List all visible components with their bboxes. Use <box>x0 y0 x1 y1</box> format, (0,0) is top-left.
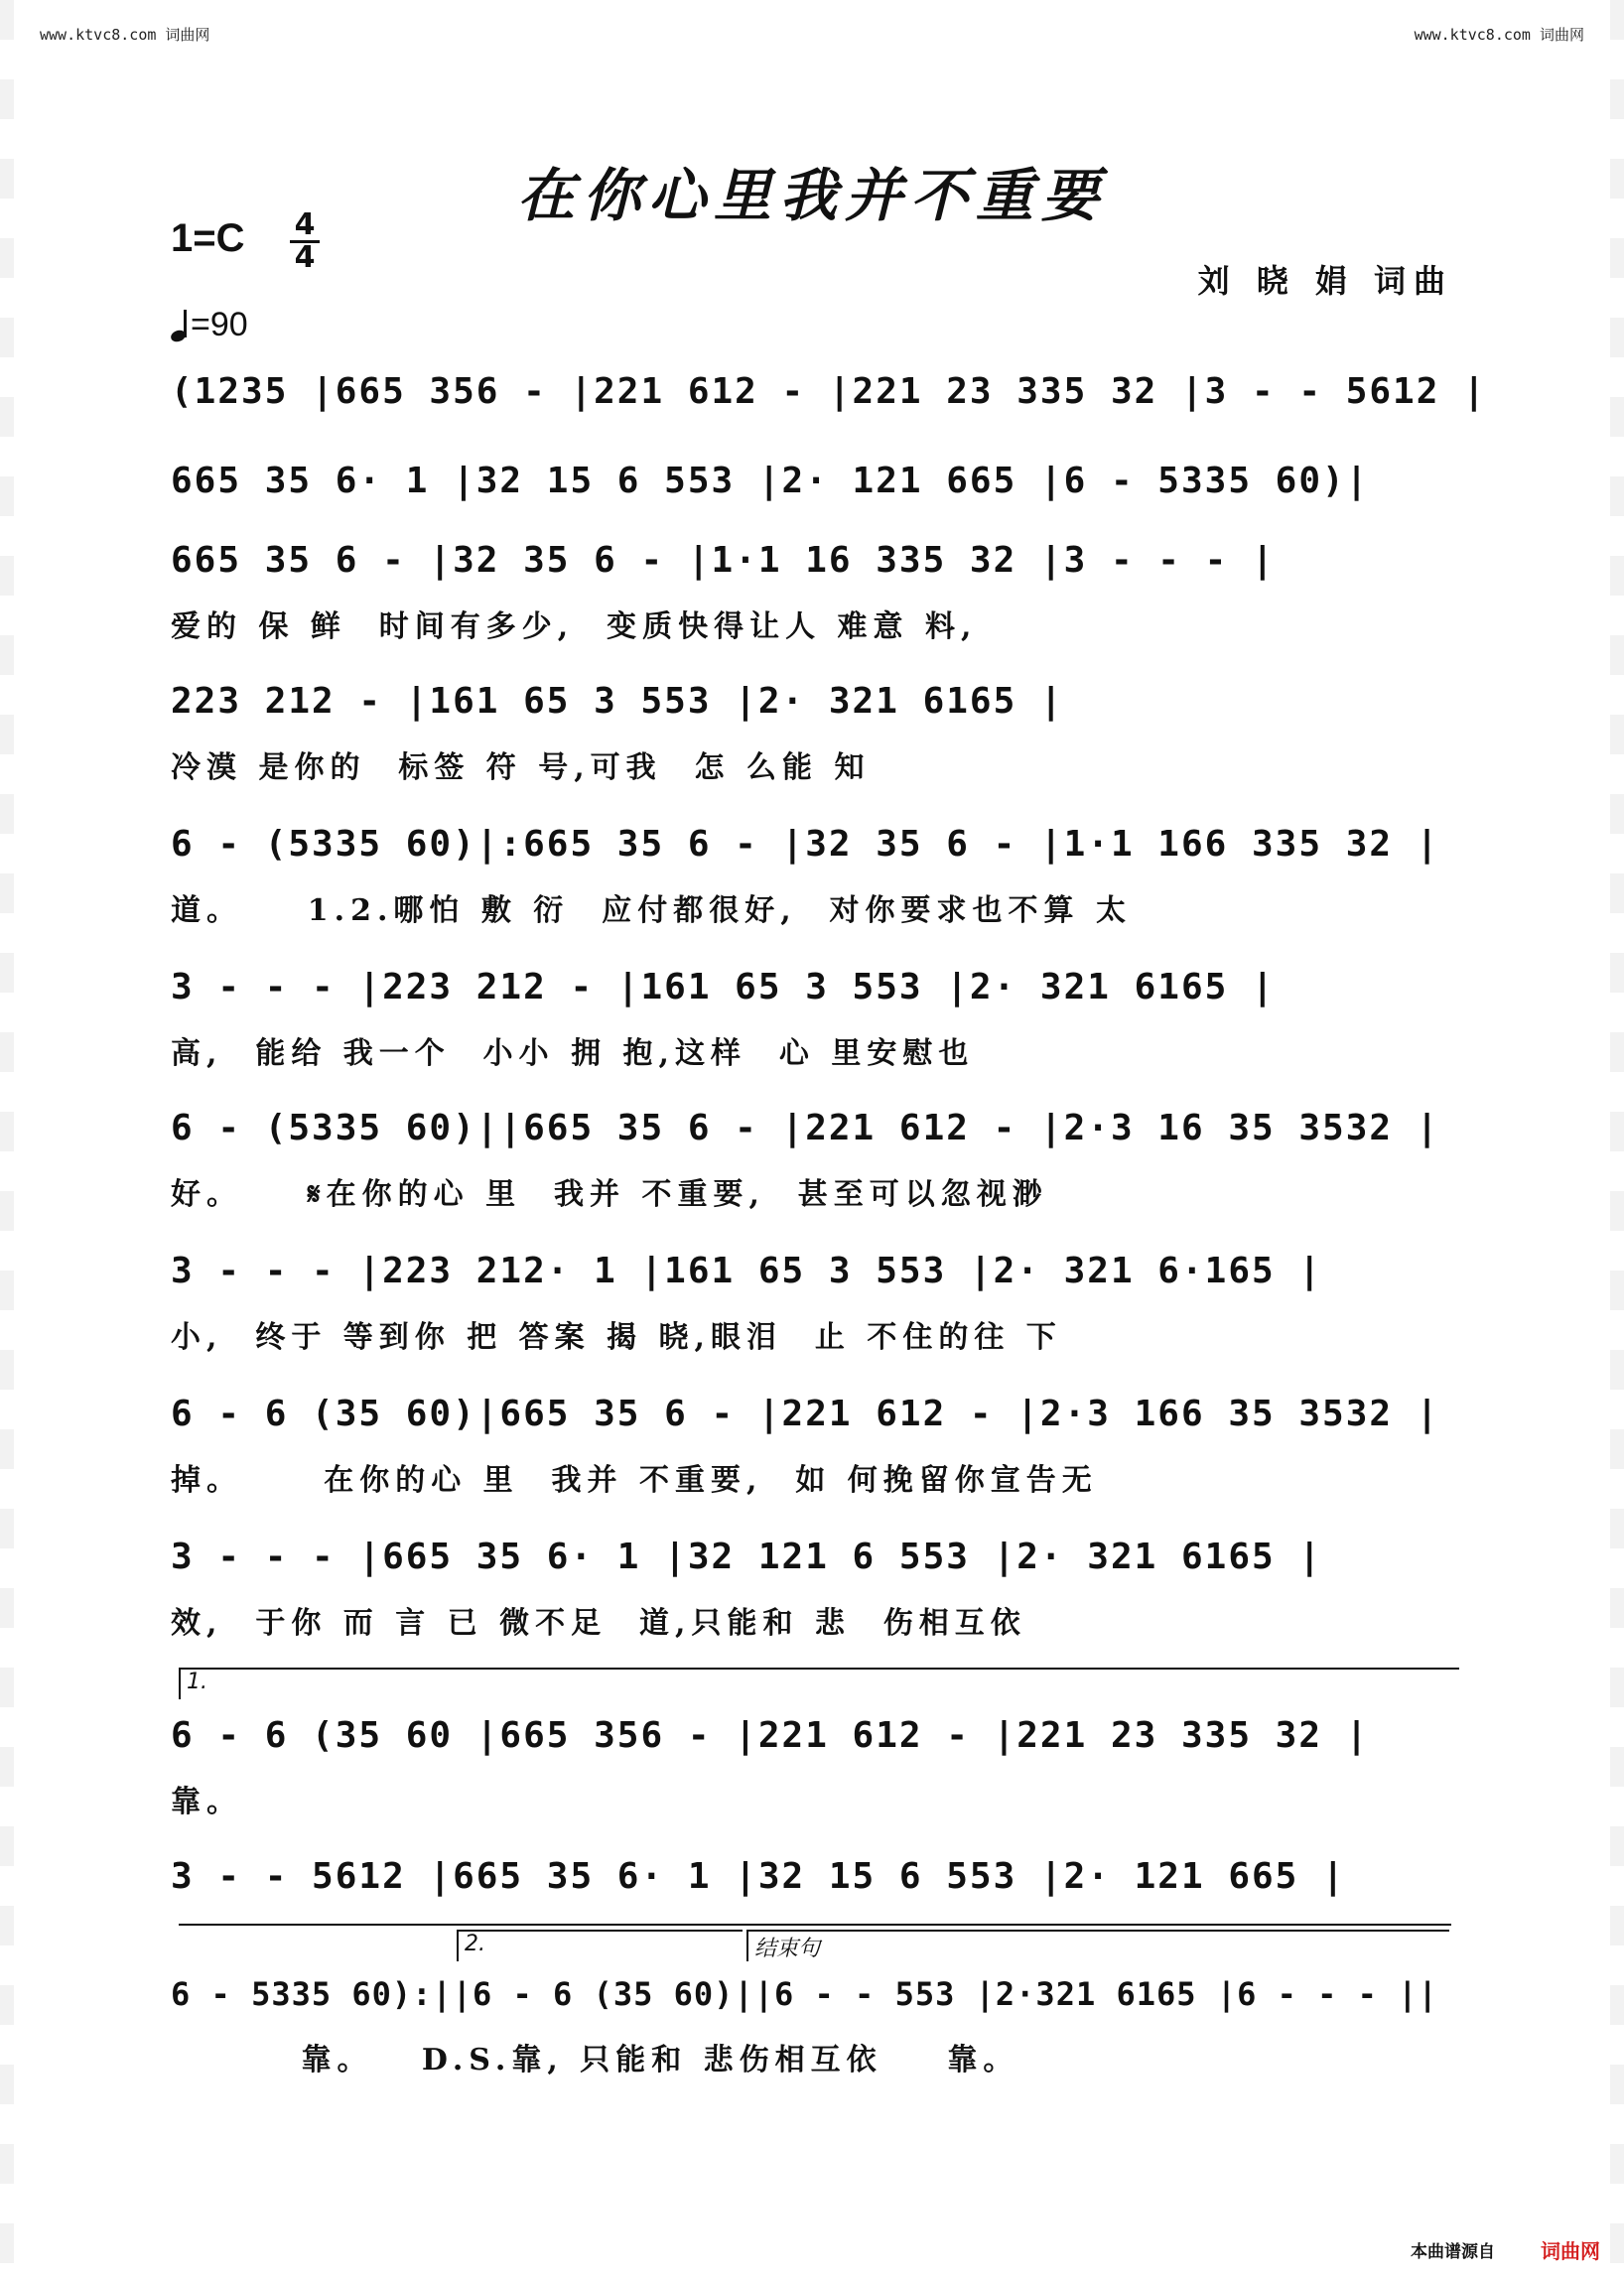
volta-first-label: 1. <box>187 1670 207 1694</box>
music-line: 223 212 - |161 65 3 553 |2· 321 6165 | <box>171 681 1064 722</box>
time-signature <box>290 207 320 275</box>
system-12 <box>171 1852 1453 1912</box>
lyrics-line: 道。 1.2.哪怕 敷 衍 应付都很好, 对你要求也不算 太 <box>171 893 1132 928</box>
key-signature: 1=C <box>171 216 245 260</box>
time-signature-top: 4 <box>290 210 320 243</box>
volta-second-ending <box>457 1930 743 1961</box>
system-8 <box>171 1247 1453 1366</box>
system-1 <box>171 367 1487 427</box>
lyrics-line: 小, 终于 等到你 把 答案 揭 晓,眼泪 止 不住的往 下 <box>171 1320 1062 1355</box>
system-2 <box>171 457 1453 516</box>
system-11 <box>171 1711 1453 1830</box>
music-line: 3 - - - |665 35 6· 1 |32 121 6 553 |2· 321 6165 | <box>171 1537 1323 1577</box>
system-10 <box>171 1533 1453 1652</box>
right-border-strip <box>1610 0 1624 2278</box>
quarter-note-icon <box>171 310 191 343</box>
lyrics-line: 效, 于你 而 言 已 微不足 道,只能和 悲 伤相互依 <box>171 1606 1026 1641</box>
left-border-strip <box>0 0 14 2278</box>
volta-first-ending <box>179 1668 1459 1699</box>
author-credit: 刘 晓 娟 词曲 <box>1197 262 1453 300</box>
site-url-right: www.ktvc8.com 词曲网 <box>1414 26 1584 44</box>
song-title: 在你心里我并不重要 <box>516 162 1107 229</box>
music-line: 6 - 6 (35 60)|665 35 6 - |221 612 - |2·3 166 35 3532 | <box>171 1394 1440 1434</box>
lyrics-line: 冷漠 是你的 标签 符 号,可我 怎 么能 知 <box>171 750 871 785</box>
music-line: 6 - (5335 60)||665 35 6 - |221 612 - |2·3 16 35 3532 | <box>171 1108 1440 1148</box>
music-line: (1235 |665 356 - |221 612 - |221 23 335 32 |3 - - 5612 | <box>171 371 1487 412</box>
lyrics-line: 靠。 <box>171 1785 242 1819</box>
system-5 <box>171 820 1453 939</box>
music-line: 6 - (5335 60)|:665 35 6 - |32 35 6 - |1·1 166 335 32 | <box>171 824 1440 865</box>
lyrics-line: 高, 能给 我一个 小小 拥 抱,这样 心 里安慰也 <box>171 1036 975 1071</box>
coda-bracket <box>746 1930 1449 1961</box>
system-9 <box>171 1390 1453 1509</box>
first-ending-line <box>179 1924 1451 1926</box>
volta-second-label: 2. <box>465 1932 485 1956</box>
music-line: 6 - 6 (35 60 |665 356 - |221 612 - |221 23 335 32 | <box>171 1715 1370 1756</box>
music-line: 3 - - - |223 212· 1 |161 65 3 553 |2· 321 6·165 | <box>171 1251 1323 1291</box>
system-3 <box>171 536 1453 655</box>
system-13 <box>171 1969 1453 2088</box>
system-6 <box>171 963 1453 1082</box>
music-line: 3 - - 5612 |665 35 6· 1 |32 15 6 553 |2· 121 665 | <box>171 1856 1346 1897</box>
music-line: 6 - 5335 60):||6 - 6 (35 60)||6 - - 553 |2·321 6165 |6 - - - || <box>171 1975 1438 2013</box>
lyrics-line: 好。 𝄋在你的心 里 我并 不重要, 甚至可以忽视渺 <box>171 1177 1048 1212</box>
system-4 <box>171 677 1453 796</box>
lyrics-line: 爱的 保 鲜 时间有多少, 变质快得让人 难意 料, <box>171 609 978 644</box>
music-line: 665 35 6 - |32 35 6 - |1·1 16 335 32 |3 - - - | <box>171 540 1276 581</box>
footer-source-text: 本曲谱源自 <box>1411 2242 1495 2262</box>
tempo-mark <box>171 306 248 344</box>
coda-label: 结束句 <box>754 1937 821 1961</box>
footer-logo[interactable]: 词曲网 <box>1541 2239 1600 2263</box>
site-url-left: www.ktvc8.com 词曲网 <box>40 26 210 44</box>
music-line: 3 - - - |223 212 - |161 65 3 553 |2· 321 6165 | <box>171 967 1276 1007</box>
system-7 <box>171 1104 1453 1223</box>
music-line: 665 35 6· 1 |32 15 6 553 |2· 121 665 |6 - 5335 60)| <box>171 461 1370 501</box>
tempo-value: =90 <box>191 306 248 343</box>
lyrics-line: 靠。 D.S.靠, 只能和 悲伤相互依 靠。 <box>171 2043 1019 2077</box>
lyrics-line: 掉。 在你的心 里 我并 不重要, 如 何挽留你宣告无 <box>171 1463 1098 1498</box>
time-signature-bottom: 4 <box>294 240 316 275</box>
